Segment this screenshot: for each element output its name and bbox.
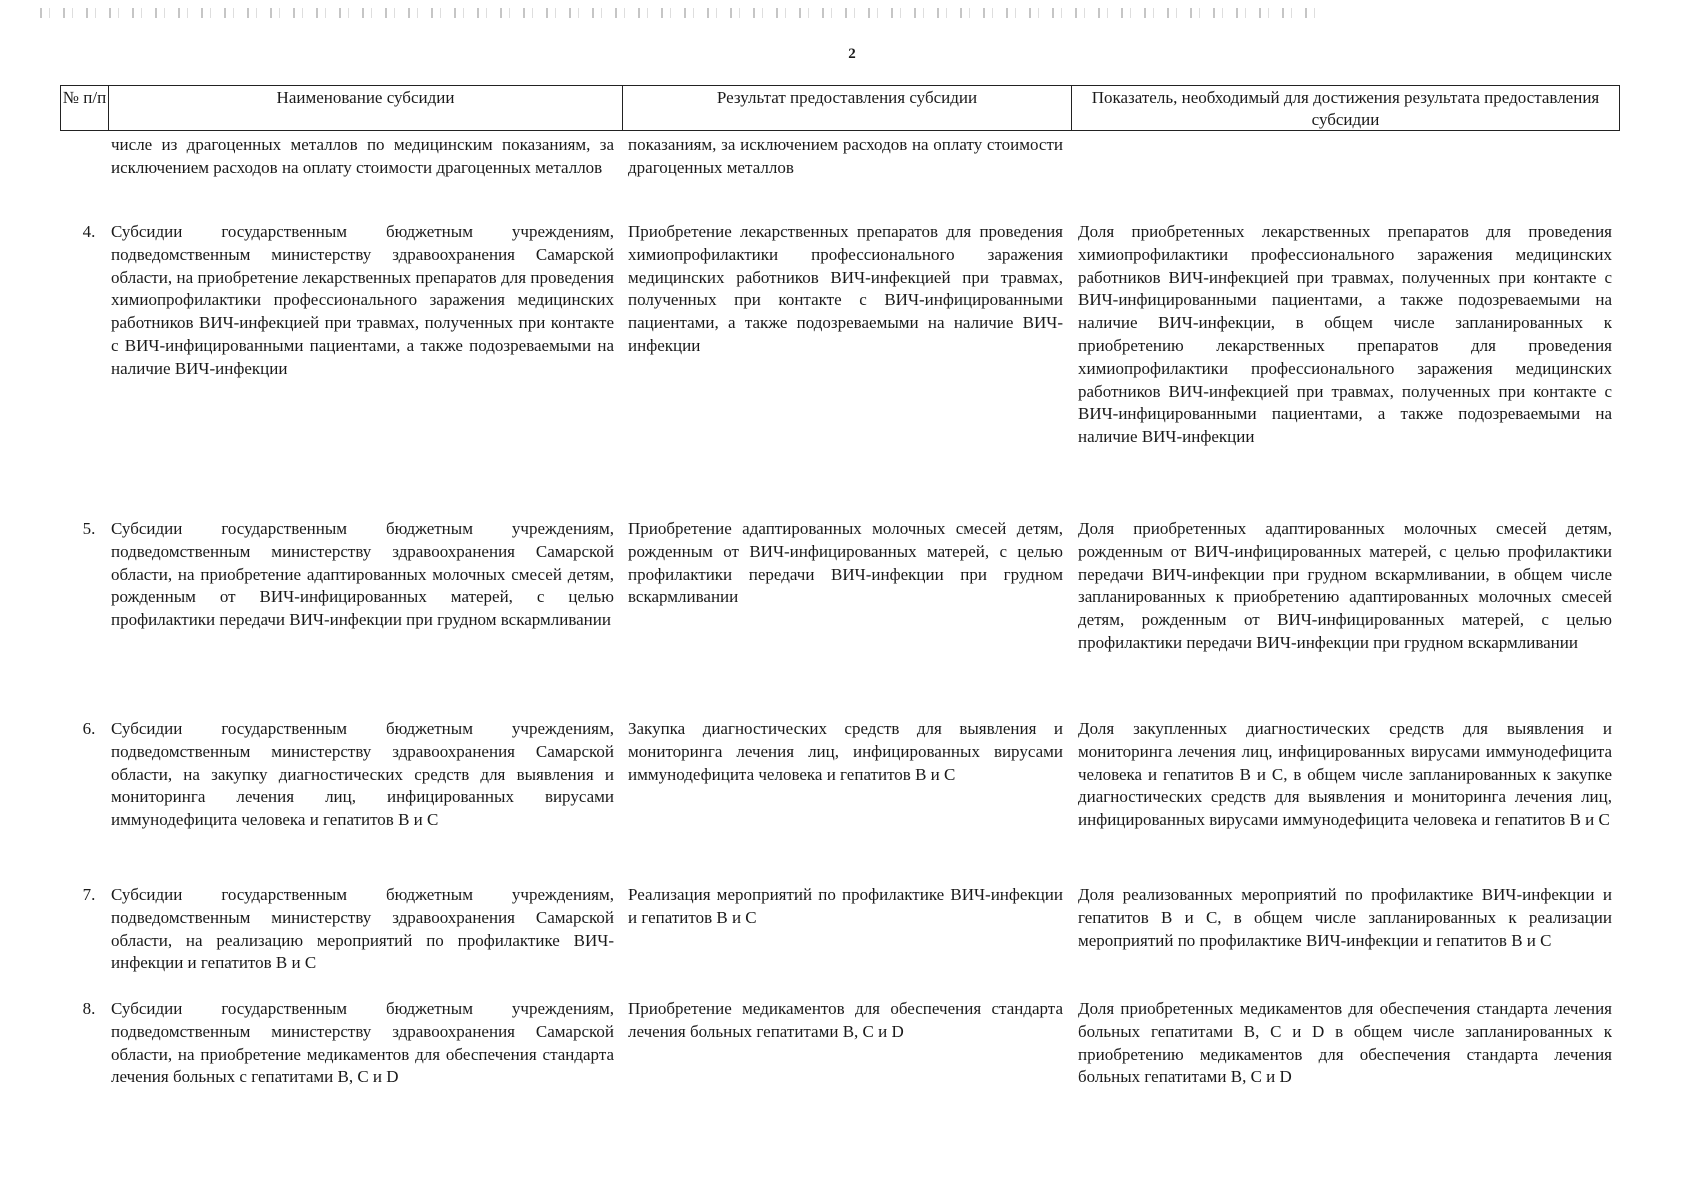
row-number: 4. — [82, 222, 96, 241]
indicator-cell: Доля закупленных диагностических средств для выявления и мониторинга лечения лиц, инфицированных вирусами иммунодефицита человека и гепатитов B и C, в общем числе запланированных к закупке диагностических средств для выявления и мониторинга лечения лиц, инфицированных вирусами иммунодефицита человека и гепатитов B и C — [1078, 719, 1612, 830]
row-number — [60, 134, 108, 221]
table-row — [60, 718, 1620, 884]
indicator-cell: Доля приобретенных медикаментов для обеспечения стандарта лечения больных гепатитами B, C и D в общем числе запланированных к приобретению медикаментов для обеспечения стандарта лечения больных гепатитами B, C и D — [1078, 999, 1612, 1087]
result-cell: Приобретение адаптированных молочных смесей детям, рожденным от ВИЧ-инфицированных матерей, с целью профилактики передачи ВИЧ-инфекции при грудном вскармливании — [628, 519, 1063, 607]
row-number: 5. — [82, 519, 96, 538]
table-row — [60, 998, 1620, 1118]
indicator-cell: Доля приобретенных лекарственных препаратов для проведения химиопрофилактики профессионального заражения медицинских работников ВИЧ-инфекцией при травмах, полученных при контакте с ВИЧ-инфицированными пациентами, а также подозреваемыми на наличие ВИЧ-инфекции, в общем числе запланированных к приобретению лекарственных препаратов для проведения химиопрофилактики профессионального заражения медицинских работников ВИЧ-инфекцией при травмах, полученных при контакте с ВИЧ-инфицированными пациентами, а также подозреваемыми на наличие ВИЧ-инфекции — [1078, 222, 1612, 447]
result-cell: Приобретение медикаментов для обеспечения стандарта лечения больных гепатитами B, C и D — [628, 999, 1063, 1041]
page-number: 2 — [848, 46, 856, 62]
subsidy-name-cell: Субсидии государственным бюджетным учреждениям, подведомственным министерству здравоохранения Самарской области, на закупку диагностических средств для выявления и мониторинга лечения лиц, инфицированных вирусами иммунодефицита человека и гепатитов B и C — [111, 719, 614, 830]
result-cell: Закупка диагностических средств для выявления и мониторинга лечения лиц, инфицированных вирусами иммунодефицита человека и гепатитов B и C — [628, 719, 1063, 784]
row-number: 8. — [82, 999, 96, 1018]
subsidy-name-cell: Субсидии государственным бюджетным учреждениям, подведомственным министерству здравоохранения Самарской области, на приобретение медикаментов для обеспечения стандарта лечения больных с гепатитами B, C и D — [111, 999, 614, 1087]
subsidy-name-cell: Субсидии государственным бюджетным учреждениям, подведомственным министерству здравоохранения Самарской области, на приобретение лекарственных препаратов для проведения химиопрофилактики профессионального заражения медицинских работников ВИЧ-инфекцией при травмах, полученных при контакте с ВИЧ-инфицированными пациентами, а также подозреваемыми на наличие ВИЧ-инфекции — [111, 222, 614, 378]
subsidy-name-cell: числе из драгоценных металлов по медицинским показаниям, за исключением расходов на оплату стоимости драгоценных металлов — [111, 135, 614, 177]
table-row — [60, 884, 1620, 998]
result-cell: Реализация мероприятий по профилактике ВИЧ-инфекции и гепатитов B и C — [628, 885, 1063, 927]
table-header — [60, 85, 1620, 131]
row-number: 7. — [82, 885, 96, 904]
table-row — [60, 518, 1620, 718]
header-indicator: Показатель, необходимый для достижения результата предоставления субсидии — [1091, 88, 1600, 129]
header-number: № п/п — [61, 86, 109, 131]
row-number: 6. — [82, 719, 96, 738]
table-body — [60, 134, 1620, 1118]
indicator-cell — [1071, 134, 1620, 221]
indicator-cell: Доля приобретенных адаптированных молочных смесей детям, рожденным от ВИЧ-инфицированных матерей, с целью профилактики передачи ВИЧ-инфекции при грудном вскармливании, в общем числе запланированных к приобретению адаптированных молочных смесей детям, рожденным от ВИЧ-инфицированных матерей, с целью профилактики передачи ВИЧ-инфекции при грудном вскармливании — [1078, 519, 1612, 652]
header-result: Результат предоставления субсидии — [623, 86, 1072, 131]
table-row — [60, 221, 1620, 518]
subsidy-name-cell: Субсидии государственным бюджетным учреждениям, подведомственным министерству здравоохранения Самарской области, на реализацию мероприятий по профилактике ВИЧ-инфекции и гепатитов B и C — [111, 885, 614, 973]
table-row-continuation — [60, 134, 1620, 221]
header-subsidy-name: Наименование субсидии — [109, 86, 623, 131]
result-cell: Приобретение лекарственных препаратов для проведения химиопрофилактики профессионального заражения медицинских работников ВИЧ-инфекцией при травмах, полученных при контакте с ВИЧ-инфицированными пациентами, а также подозреваемыми на наличие ВИЧ-инфекции — [628, 222, 1063, 355]
indicator-cell: Доля реализованных мероприятий по профилактике ВИЧ-инфекции и гепатитов B и C, в общем числе запланированных к реализации мероприятий по профилактике ВИЧ-инфекции и гепатитов B и C — [1078, 885, 1612, 950]
scan-artifact — [40, 8, 1320, 18]
result-cell: показаниям, за исключением расходов на оплату стоимости драгоценных металлов — [628, 135, 1063, 177]
subsidy-name-cell: Субсидии государственным бюджетным учреждениям, подведомственным министерству здравоохранения Самарской области, на приобретение адаптированных молочных смесей детям, рожденным от ВИЧ-инфицированных матерей, с целью профилактики передачи ВИЧ-инфекции при грудном вскармливании — [111, 519, 614, 630]
